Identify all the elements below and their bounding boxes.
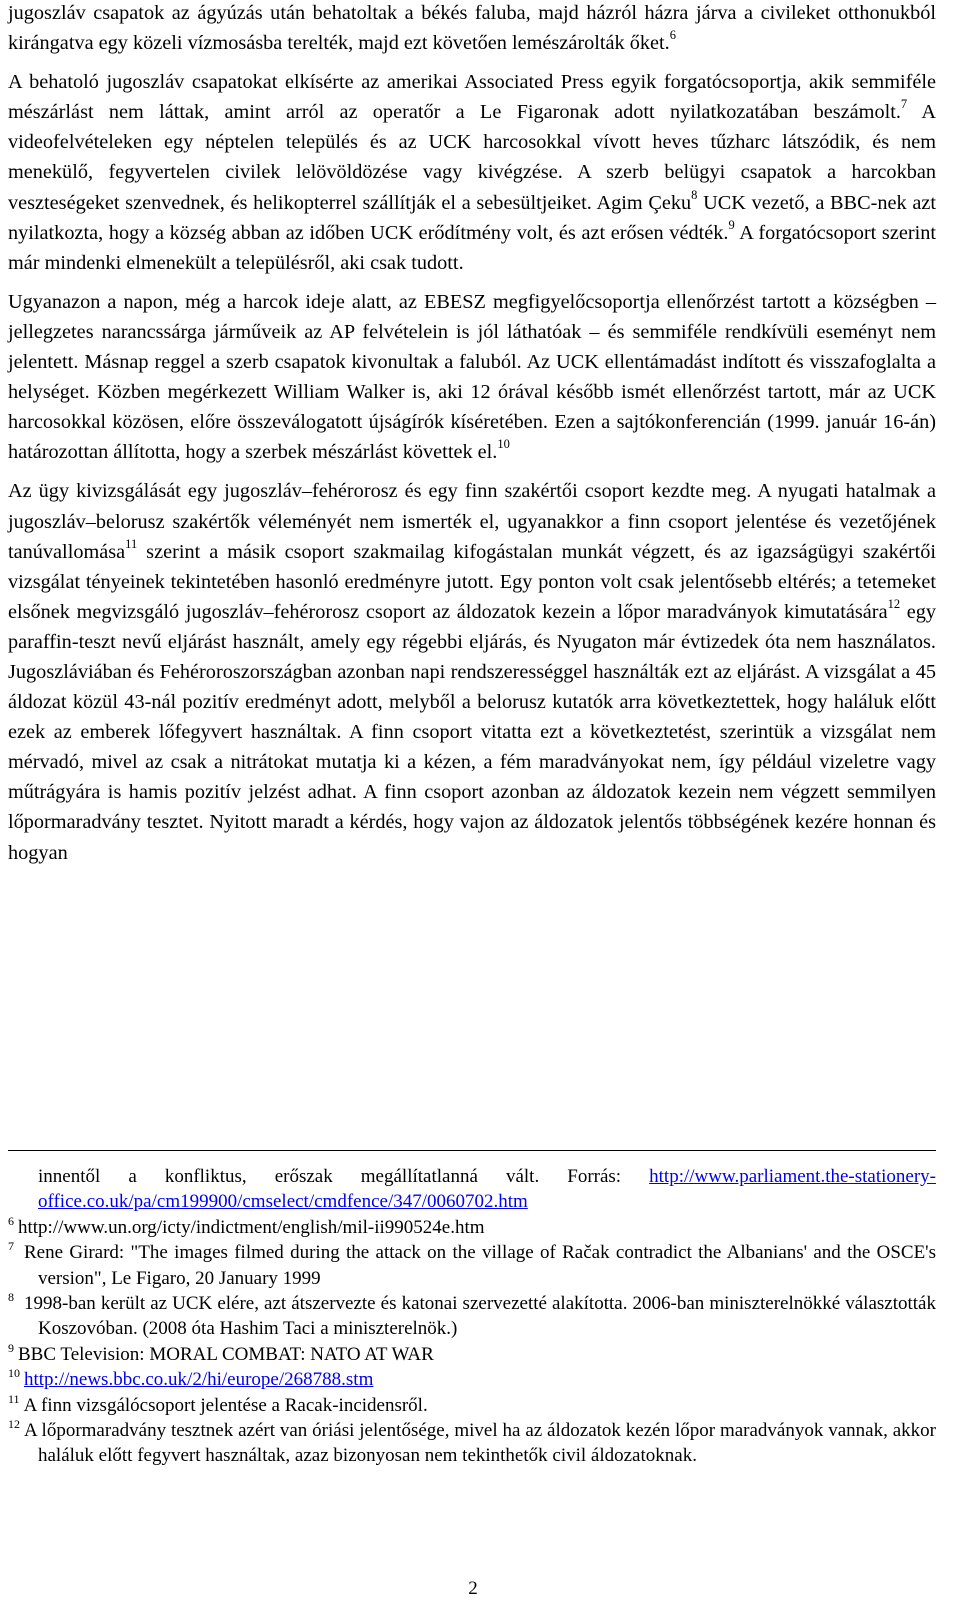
footnote-ref-11[interactable]: 11 (125, 536, 138, 551)
footnote-continuation (8, 1164, 936, 1215)
footnote-ref-7[interactable]: 7 (900, 97, 908, 112)
paragraph-2 (8, 67, 936, 278)
footnote-link[interactable]: http://www.parliament.the-stationery-office.co.uk/pa/cm199900/cmselect/cmdfence/347/0060702.htm (38, 1166, 936, 1213)
footnote-11: 11 A finn vizsgálócsoport jelentése a Racak-incidensről. (8, 1391, 428, 1416)
paragraph-text: szerint a másik csoport szakmailag kifogástalan munkát végzett, és az igazságügyi szakértői vizsgálat tényeinek tekintetében hasonló eredményre jutott. Egy ponton volt csak jelentősebb eltérés; a tetemeket elsőnek megvizsgáló jugoszláv–fehérorosz csoport az áldozatok kezein a lőpor maradványok kimutatására (8, 540, 936, 623)
footnote-link[interactable]: http://news.bbc.co.uk/2/hi/europe/268788.stm (24, 1369, 374, 1391)
paragraph-4 (8, 476, 936, 867)
footnote-text: innentől a konfliktus, erőszak megállítatlanná vált. Forrás: (38, 1166, 650, 1187)
page-number: 2 (468, 1578, 478, 1599)
footnote-text: http://www.un.org/icty/indictment/english/mil-ii990524e.htm (18, 1216, 485, 1238)
paragraph-text: A behatoló jugoszláv csapatokat elkísérte az amerikai Associated Press egyik forgatócsoportja, akik semmiféle mészárlást nem láttak, amint arról az operatőr a Le Figaronak adott nyilatkozatában beszámolt. (8, 71, 936, 124)
paragraph-text: egy paraffin-teszt nevű eljárást használt, amely egy régebbi eljárás, és Nyugaton már évtizedek óta nem használatos. Jugoszláviában és Fehéroroszországban azonban napi rendszerességgel használták ezt az eljárást. A vizsgálat a 45 áldozat közül 43-nál pozitív eredményt adott, melyből a belorusz kutatók arra következtettek, hogy haláluk előtt ezek az emberek lőfegyvert használtak. A finn csoport vitatta ezt a következtetést, szerintük a vizsgálat nem mérvadó, mivel az csak a nitrátokat mutatja ki a kézen, a fém maradványokat nem, így például vizeletre vagy műtrágyára is hamis pozitív jelzést adhat. A finn csoport azonban az áldozatok kezein nem végzett semmilyen lőpormaradvány tesztet. Nyitott maradt a kérdés, hogy vajon az áldozatok jelentős többségének kezére honnan és hogyan (8, 600, 936, 864)
footnote-separator (8, 1150, 936, 1151)
footnote-text: A lőpormaradvány tesztnek azért van óriási jelentősége, mivel ha az áldozatok kezén lőpor maradványok vannak, akkor haláluk előtt fegyvert használtak, azaz bizonyosan nem tekinthetők civil áldozatoknak. (24, 1420, 936, 1467)
footnote-9: 9 BBC Television: MORAL COMBAT: NATO AT WAR (8, 1340, 434, 1365)
footnote-ref-6[interactable]: 6 (669, 28, 676, 43)
paragraph-1 (8, 0, 936, 58)
footnote-ref-10[interactable]: 10 (497, 437, 510, 452)
footnote-ref-8[interactable]: 8 (691, 187, 698, 202)
footnote-text: A finn vizsgálócsoport jelentése a Racak-incidensről. (23, 1394, 428, 1416)
footnote-text: Rene Girard: "The images filmed during the attack on the village of Račak contradict the Albanians' and the OSCE's version", Le Figaro, 20 January 1999 (24, 1242, 936, 1289)
page-body (8, 0, 936, 868)
footnote-6: 6 http://www.un.org/icty/indictment/english/mil-ii990524e.htm (8, 1213, 485, 1238)
footnote-12: 12 A lőpormaradvány tesztnek azért van óriási jelentősége, mivel ha az áldozatok kezén lőpor maradványok vannak, akkor haláluk előtt fegyvert használtak, azaz bizonyosan nem tekinthetők civil áldozatoknak. (8, 1417, 936, 1467)
footnote-8: 8 1998-ban került az UCK elére, azt átszervezte és katonai szervezetté alakította. 2006-ban miniszterelnökké választották Koszovóban. (2008 óta Hashim Taci a miniszterelnök.) (8, 1290, 936, 1340)
paragraph-text: A forgatócsoport szerint már mindenki elmenekült a településről, aki csak tudott. (8, 221, 936, 274)
paragraph-3 (8, 287, 936, 468)
footnote-text: BBC Television: MORAL COMBAT: NATO AT WAR (18, 1343, 434, 1365)
paragraph-text: A videofelvételeken egy néptelen település és az UCK harcosokkal vívott heves tűzharc látszódik, és nem menekülő, fegyvertelen civilek lelövöldözése vagy kivégzése. A szerb belügyi csapatok a harcokban veszteségeket szenvednek, és helikopterrel szállítják el a sebesültjeiket. Agim Çeku (8, 101, 936, 214)
footnote-text: 1998-ban került az UCK elére, azt átszervezte és katonai szervezetté alakította. 2006-ban miniszterelnökké választották Koszovóban. (2008 óta Hashim Taci a miniszterelnök.) (24, 1293, 936, 1340)
footnotes (8, 1164, 936, 1469)
footnote-10: 10 http://news.bbc.co.uk/2/hi/europe/268788.stm (8, 1366, 374, 1391)
footnote-ref-9[interactable]: 9 (728, 217, 735, 232)
footnote-7: 7 Rene Girard: "The images filmed during the attack on the village of Račak contradict the Albanians' and the OSCE's version", Le Figaro, 20 January 1999 (8, 1239, 936, 1289)
paragraph-text: UCK vezető, a BBC-nek azt nyilatkozta, hogy a község abban az időben UCK erődítmény volt, és azt erősen védték. (8, 191, 936, 244)
paragraph-text: Ugyanazon a napon, még a harcok ideje alatt, az EBESZ megfigyelőcsoportja ellenőrzést tartott a községben – jellegzetes narancssárga járműveik az AP felvételein is jól láthatóak – és semmiféle rendkívüli eseményt nem jelentett. Másnap reggel a szerb csapatok kivonultak a faluból. Az UCK ellentámadást indított és visszafoglalta a helységet. Közben megérkezett William Walker is, aki 12 órával később ismét ellenőrzést tartott, már az UCK harcosokkal közösen, előre összeválogatott újságírók kíséretében. Ezen a sajtókonferencián (1999. január 16-án) határozottan állította, hogy a szerbek mészárlást követtek el. (8, 290, 936, 464)
paragraph-text: Az ügy kivizsgálását egy jugoszláv–fehérorosz és egy finn szakértői csoport kezdte meg. A nyugati hatalmak a jugoszláv–belorusz szakértők véleményét nem ismerték el, ugyanakkor a finn csoport jelentése és vezetőjének tanúvallomása (8, 480, 936, 563)
footnote-ref-12[interactable]: 12 (887, 596, 901, 611)
paragraph-text: jugoszláv csapatok az ágyúzás után behatoltak a békés faluba, majd házról házra járva a civileket otthonukból kirángatva egy közeli vízmosásba terelték, majd ezt követően lemészárolták őket. (8, 2, 936, 55)
